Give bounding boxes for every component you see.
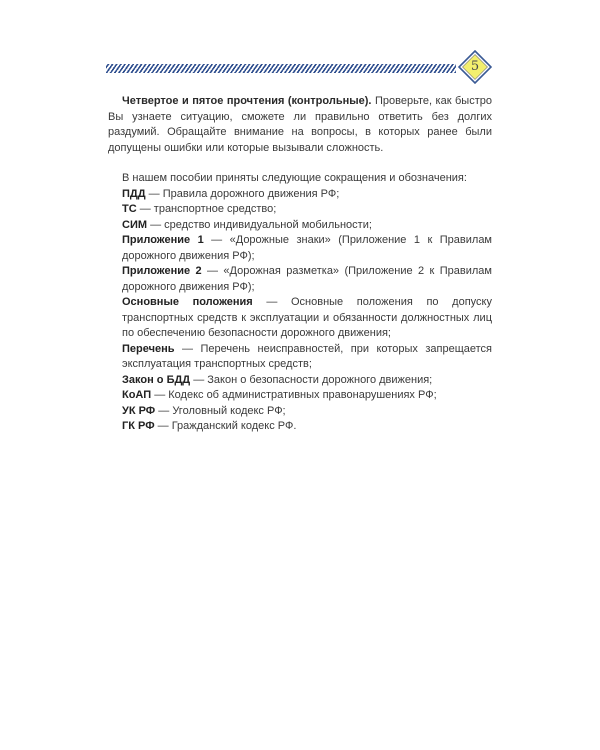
abbreviation-term: ПДД <box>122 187 146 200</box>
abbreviation-definition: — Кодекс об административных правонарушениях РФ; <box>151 389 437 401</box>
abbreviation-definition: — Основные положения по допуску транспортных средств к эксплуатации и обязанности должностных лиц по обеспечению безопасности дорожного движения; <box>122 296 492 339</box>
abbreviation-item <box>108 373 492 389</box>
abbreviation-term: Основные положения <box>122 296 253 308</box>
paragraph-gap <box>108 156 492 171</box>
abbreviation-term: Перечень <box>122 342 175 355</box>
abbreviation-item <box>108 264 492 295</box>
abbreviation-item <box>108 202 492 218</box>
abbreviation-item <box>108 388 492 404</box>
abbreviation-definition: — Закон о безопасности дорожного движения; <box>190 373 433 386</box>
abbreviation-term: ГК РФ <box>122 420 155 432</box>
abbreviation-definition: — Гражданский кодекс РФ. <box>154 420 297 432</box>
page-content <box>108 94 492 435</box>
page-number: 5 <box>470 59 480 74</box>
abbreviation-term: Закон о БДД <box>122 373 191 386</box>
abbreviation-term: КоАП <box>122 389 152 401</box>
abbreviation-definition: — «Дорожная разметка» (Приложение 2 к Правилам дорожного движения РФ); <box>122 265 492 293</box>
header-decorative-band <box>106 64 456 73</box>
abbreviation-term: ТС <box>122 203 137 215</box>
abbreviation-definition: — Перечень неисправностей, при которых запрещается эксплуатация транспортных средств; <box>122 342 492 370</box>
abbreviation-definition: — Уголовный кодекс РФ; <box>155 404 286 417</box>
intro-paragraph <box>108 94 492 156</box>
abbreviation-definition: — транспортное средство; <box>136 203 277 215</box>
intro-text: Проверьте, как быстро Вы узнаете ситуацию, сможете ли правильно ответить без долгих раздумий. Обращайте внимание на вопросы, в которых ранее были допущены ошибки или которые вызывали сложность. <box>108 95 492 154</box>
abbreviation-item <box>108 404 492 420</box>
abbreviations-list <box>108 187 492 435</box>
abbreviation-item <box>108 295 492 342</box>
abbreviation-item <box>108 187 492 203</box>
abbreviation-term: УК РФ <box>122 404 156 417</box>
abbreviation-item <box>108 419 492 435</box>
abbreviation-term: Приложение 1 <box>122 234 204 246</box>
abbreviation-term: Приложение 2 <box>122 265 202 277</box>
abbreviation-item <box>108 218 492 234</box>
abbreviation-definition: — Правила дорожного движения РФ; <box>145 187 340 200</box>
abbreviation-term: СИМ <box>122 218 148 231</box>
abbreviations-intro: В нашем пособии приняты следующие сокращения и обозначения: <box>122 172 467 184</box>
abbreviation-item <box>108 233 492 264</box>
abbreviation-item <box>108 342 492 373</box>
abbreviation-definition: — средство индивидуальной мобильности; <box>147 218 372 231</box>
abbreviation-definition: — «Дорожные знаки» (Приложение 1 к Правилам дорожного движения РФ); <box>122 234 492 262</box>
intro-lead: Четвертое и пятое прочтения (контрольные). <box>122 95 372 107</box>
